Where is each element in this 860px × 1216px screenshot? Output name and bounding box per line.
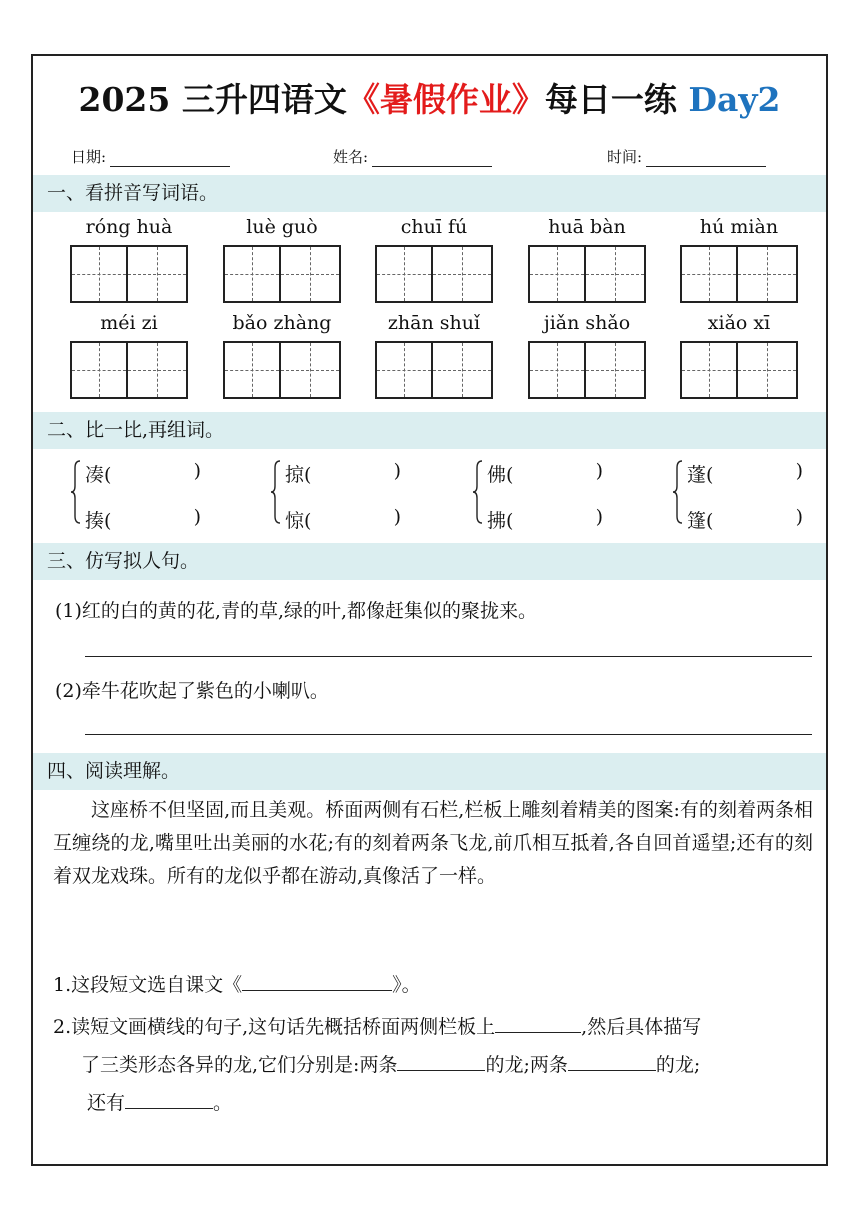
writing-cell[interactable] <box>70 341 128 399</box>
writing-grid[interactable] <box>223 341 341 399</box>
writing-grid[interactable] <box>680 341 798 399</box>
writing-cell[interactable] <box>128 341 188 399</box>
pinyin-label: huā bàn <box>548 216 626 238</box>
compare-char-b: 惊( <box>285 510 312 532</box>
reading-passage: 这座桥不但坚固,而且美观。桥面两侧有石栏,栏板上雕刻着精美的图案:有的刻着两条相互缠绕的龙,嘴里吐出美丽的水花;有的刻着两条飞龙,前爪相互抵着,各自回首遥望;还有的刻着双龙戏珠。所有的龙似乎都在游动,真像活了一样。 <box>53 799 813 887</box>
brace-icon <box>71 460 81 524</box>
q2-text-f: 还有 <box>87 1092 126 1114</box>
q2-text-e: 的龙; <box>655 1054 701 1076</box>
q2-blank-1[interactable] <box>495 1012 581 1033</box>
writing-cell[interactable] <box>128 245 188 303</box>
compare-close-a: ) <box>595 460 603 482</box>
writing-cell[interactable] <box>70 245 128 303</box>
question-2-line-3 <box>87 1088 232 1115</box>
writing-cell[interactable] <box>586 245 646 303</box>
writing-cell[interactable] <box>433 245 493 303</box>
writing-cell[interactable] <box>680 341 738 399</box>
time-field <box>607 146 766 167</box>
name-field <box>333 146 492 167</box>
writing-grid[interactable] <box>375 341 493 399</box>
writing-cell[interactable] <box>738 341 798 399</box>
compare-close-b: ) <box>193 506 201 528</box>
compare-char-a: 凑( <box>85 464 112 486</box>
pinyin-label: luè guò <box>246 216 318 238</box>
writing-cell[interactable] <box>281 341 341 399</box>
writing-cell[interactable] <box>281 245 341 303</box>
question-1 <box>53 970 421 997</box>
compare-close-b: ) <box>393 506 401 528</box>
writing-grid[interactable] <box>70 341 188 399</box>
worksheet-page <box>31 54 828 1166</box>
question-2-line-2 <box>81 1050 700 1077</box>
title-prefix: 2025 三升四语文 <box>78 80 347 119</box>
answer-line-1[interactable] <box>85 656 812 657</box>
sentence-2: (2)牵牛花吹起了紫色的小喇叭。 <box>55 680 329 702</box>
pinyin-label: bǎo zhàng <box>232 312 332 334</box>
time-label: 时间: <box>607 148 643 166</box>
pinyin-label: chuī fú <box>400 216 468 238</box>
writing-grid[interactable] <box>528 245 646 303</box>
q2-text-c: 了三类形态各异的龙,它们分别是:两条 <box>81 1054 398 1076</box>
name-input-line[interactable] <box>372 148 492 167</box>
q2-blank-3[interactable] <box>568 1050 656 1071</box>
writing-cell[interactable] <box>738 245 798 303</box>
q1-text-b: 》。 <box>392 974 421 996</box>
writing-grid[interactable] <box>70 245 188 303</box>
writing-cell[interactable] <box>433 341 493 399</box>
compare-char-a: 佛( <box>487 464 514 486</box>
question-2-line-1 <box>53 1012 701 1039</box>
writing-cell[interactable] <box>375 341 433 399</box>
writing-cell[interactable] <box>223 341 281 399</box>
compare-char-b: 拂( <box>487 510 514 532</box>
writing-cell[interactable] <box>223 245 281 303</box>
date-label: 日期: <box>71 148 107 166</box>
writing-grid[interactable] <box>528 341 646 399</box>
compare-close-b: ) <box>795 506 803 528</box>
pinyin-label: méi zi <box>100 312 158 334</box>
title-suffix: 每日一练 <box>544 80 677 119</box>
brace-icon <box>673 460 683 524</box>
compare-close-a: ) <box>795 460 803 482</box>
section-2-heading: 二、比一比,再组词。 <box>33 412 826 449</box>
brace-icon <box>473 460 483 524</box>
q1-text-a: 1.这段短文选自课文《 <box>53 974 243 996</box>
writing-cell[interactable] <box>528 341 586 399</box>
q2-text-d: 的龙;两条 <box>485 1054 568 1076</box>
answer-line-2[interactable] <box>85 734 812 735</box>
writing-cell[interactable] <box>586 341 646 399</box>
compare-group <box>473 460 603 530</box>
q1-blank[interactable] <box>242 970 392 991</box>
compare-char-b: 篷( <box>687 510 714 532</box>
date-field <box>71 146 230 167</box>
writing-grid[interactable] <box>375 245 493 303</box>
sentence-1: (1)红的白的黄的花,青的草,绿的叶,都像赶集似的聚拢来。 <box>55 600 538 622</box>
pinyin-label: jiǎn shǎo <box>543 312 631 334</box>
time-input-line[interactable] <box>646 148 766 167</box>
pinyin-label: zhān shuǐ <box>387 312 481 334</box>
compare-group <box>271 460 401 530</box>
pinyin-label: róng huà <box>85 216 173 238</box>
name-label: 姓名: <box>333 148 369 166</box>
compare-group <box>673 460 803 530</box>
page-title <box>33 74 826 121</box>
pinyin-label: xiǎo xī <box>707 312 771 334</box>
section-1-heading: 一、看拼音写词语。 <box>33 175 826 212</box>
compare-close-b: ) <box>595 506 603 528</box>
pinyin-label: hú miàn <box>699 216 779 238</box>
title-day: Day2 <box>688 80 781 119</box>
q2-blank-4[interactable] <box>125 1088 213 1109</box>
q2-text-b: ,然后具体描写 <box>581 1016 702 1038</box>
compare-group <box>71 460 201 530</box>
writing-grid[interactable] <box>223 245 341 303</box>
writing-cell[interactable] <box>680 245 738 303</box>
brace-icon <box>271 460 281 524</box>
compare-close-a: ) <box>193 460 201 482</box>
date-input-line[interactable] <box>110 148 230 167</box>
q2-blank-2[interactable] <box>397 1050 485 1071</box>
writing-cell[interactable] <box>375 245 433 303</box>
writing-grid[interactable] <box>680 245 798 303</box>
writing-cell[interactable] <box>528 245 586 303</box>
compare-close-a: ) <box>393 460 401 482</box>
section-4-heading: 四、阅读理解。 <box>33 753 826 790</box>
q2-text-g: 。 <box>213 1092 233 1114</box>
section-3-heading: 三、仿写拟人句。 <box>33 543 826 580</box>
q2-text-a: 2.读短文画横线的句子,这句话先概括桥面两侧栏板上 <box>53 1016 496 1038</box>
title-highlight: 《暑假作业》 <box>346 80 545 119</box>
compare-char-a: 掠( <box>285 464 312 486</box>
compare-char-a: 蓬( <box>687 464 714 486</box>
compare-char-b: 揍( <box>85 510 112 532</box>
